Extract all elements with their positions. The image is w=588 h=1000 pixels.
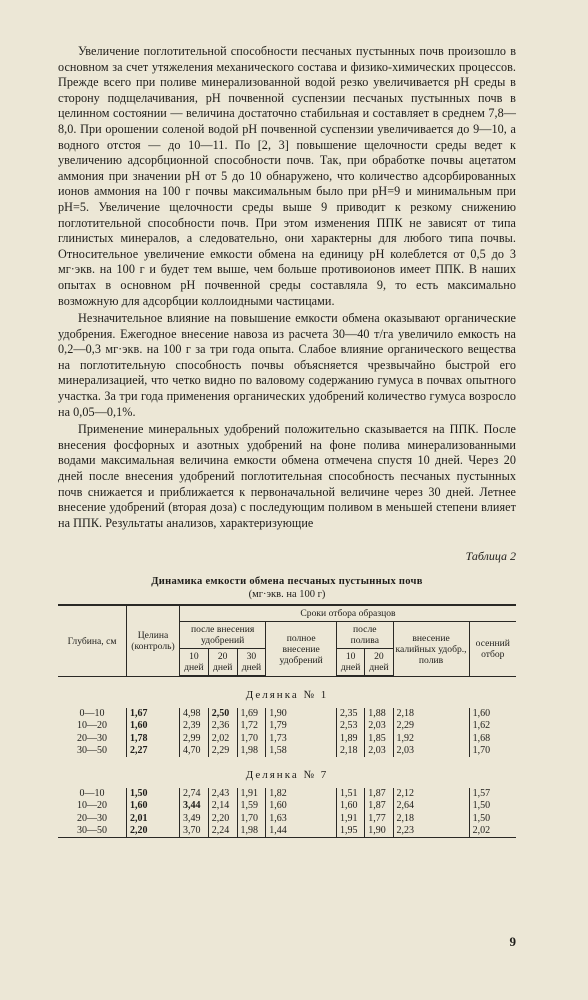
cell-value: 1,62 [469, 720, 516, 732]
cell-depth: 30—50 [58, 745, 127, 757]
header-i10: 10 дней [337, 649, 365, 677]
cell-depth: 0—10 [58, 708, 127, 720]
cell-depth: 30—50 [58, 825, 127, 838]
cell-value: 4,98 [180, 708, 209, 720]
table-row [58, 813, 516, 825]
cell-depth: 20—30 [58, 813, 127, 825]
cell-value: 1,90 [365, 825, 393, 838]
cell-value: 1,63 [266, 813, 337, 825]
cell-value: 1,87 [365, 800, 393, 812]
cell-value: 1,60 [127, 720, 180, 732]
cell-value: 2,99 [180, 733, 209, 745]
cell-value: 1,85 [365, 733, 393, 745]
cell-value: 1,70 [237, 733, 266, 745]
cell-value: 2,12 [393, 788, 469, 800]
cell-value: 1,51 [337, 788, 365, 800]
cell-value: 1,88 [365, 708, 393, 720]
table-row [58, 708, 516, 720]
cell-value: 2,74 [180, 788, 209, 800]
table-row [58, 800, 516, 812]
cell-value: 2,23 [393, 825, 469, 838]
paragraph-1: Увеличение поглотительной способности песчаных пустынных почв произошло в основном за счет утяжеления механического состава и физико-химических процессов. Прежде всего при поливе минерализованной водой резко увеличивается pH среды в сторону подщелачивания, pH почвенной суспензии песчаных пустынных почв в целинном состоянии — величина достаточно стабильная и составляет в среднем 7,8—8,0. При орошении соленой водой pH почвенной суспензии увеличивается до 9—10, а водного отстоя — до 10—11. По [2, 3] повышение щелочности среды ведет к увеличению адсорбционной способности почв. Так, при обработке почвы ацетатом аммония при значении pH от 5 до 10 обнаружено, что количество адсорбированных ионов аммония на 100 г почвы максимальным было при pH=9 и минимальным при pH=5. Увеличение щелочности среды выше 9 приводит к резкому снижению поглотительной способности почв. При этом изменения ППК не зависят от типа глинистых минералов, а следовательно, они характерны для любого типа почвы. Относительное увеличение емкости обмена на единицу pH колеблется от 0,5 до 3 мг·экв. на 100 г и будет тем выше, чем больше противоионов имеет ППК. В наших опытах в основном pH почвенной среды составляла 9, то есть максимально возможную для адсорбции коллоидными частицами. [58, 44, 516, 308]
cell-value: 1,87 [365, 788, 393, 800]
cell-value: 1,59 [237, 800, 266, 812]
header-i20: 20 дней [365, 649, 393, 677]
cell-value: 1,50 [469, 800, 516, 812]
cell-value: 2,18 [393, 708, 469, 720]
cell-value: 4,70 [180, 745, 209, 757]
table-row [58, 788, 516, 800]
cell-value: 2,02 [208, 733, 237, 745]
cell-value: 1,60 [337, 800, 365, 812]
cell-value: 1,92 [393, 733, 469, 745]
cell-value: 2,20 [208, 813, 237, 825]
cell-value: 1,70 [469, 745, 516, 757]
header-sampling: Сроки отбора образцов [180, 605, 517, 622]
cell-value: 1,50 [127, 788, 180, 800]
cell-value: 1,72 [237, 720, 266, 732]
cell-value: 2,29 [393, 720, 469, 732]
cell-value: 1,77 [365, 813, 393, 825]
cell-value: 2,03 [393, 745, 469, 757]
cell-value: 1,67 [127, 708, 180, 720]
table-subtitle: (мг·экв. на 100 г) [248, 589, 326, 601]
table-row [58, 733, 516, 745]
cell-value: 2,64 [393, 800, 469, 812]
cell-value: 2,43 [208, 788, 237, 800]
header-virgin: Целина (контроль) [127, 605, 180, 676]
cell-value: 2,36 [208, 720, 237, 732]
cell-depth: 0—10 [58, 788, 127, 800]
cell-value: 2,29 [208, 745, 237, 757]
section-label: Делянка № 7 [245, 769, 329, 782]
cell-value: 2,24 [208, 825, 237, 838]
header-d30: 30 дней [237, 649, 266, 677]
cell-value: 1,60 [469, 708, 516, 720]
cell-value: 2,03 [365, 720, 393, 732]
header-autumn: осенний отбор [469, 622, 516, 677]
header-full: полное внесение удобрений [266, 622, 337, 677]
table-row [58, 745, 516, 757]
exchange-capacity-table [58, 604, 516, 838]
cell-value: 2,53 [337, 720, 365, 732]
cell-value: 3,70 [180, 825, 209, 838]
header-depth: Глубина, см [58, 605, 127, 676]
cell-value: 1,91 [237, 788, 266, 800]
cell-value: 2,39 [180, 720, 209, 732]
cell-value: 1,73 [266, 733, 337, 745]
section-label: Делянка № 1 [245, 689, 329, 702]
paragraph-3: Применение минеральных удобрений положительно сказывается на ППК. После внесения фосфорных и азотных удобрений на фоне полива минерализованными водами максимальная величина емкости обмена отмечена спустя 10 дней. Через 20 дней после внесения удобрений поглотительная способность песчаных пустынных почв снижается и приближается к первоначальной величине через 30 дней. Летнее внесение удобрений (вторая доза) с последующим поливом в меньшей степени влияет на ППК. Результаты анализов, характеризующие [58, 422, 516, 530]
cell-value: 2,18 [337, 745, 365, 757]
table-label: Таблица 2 [465, 549, 516, 564]
cell-value: 1,91 [337, 813, 365, 825]
cell-value: 2,50 [208, 708, 237, 720]
cell-value: 1,44 [266, 825, 337, 838]
cell-value: 1,78 [127, 733, 180, 745]
cell-value: 2,01 [127, 813, 180, 825]
cell-value: 2,18 [393, 813, 469, 825]
cell-value: 1,50 [469, 813, 516, 825]
cell-value: 2,35 [337, 708, 365, 720]
cell-value: 2,02 [469, 825, 516, 838]
cell-depth: 10—20 [58, 720, 127, 732]
cell-value: 1,82 [266, 788, 337, 800]
cell-value: 1,58 [266, 745, 337, 757]
cell-value: 1,57 [469, 788, 516, 800]
cell-value: 1,60 [127, 800, 180, 812]
header-d10: 10 дней [180, 649, 209, 677]
header-potash: внесение калийных удобр., полив [393, 622, 469, 677]
cell-value: 2,20 [127, 825, 180, 838]
page-number: 9 [509, 934, 516, 949]
cell-depth: 20—30 [58, 733, 127, 745]
cell-value: 1,90 [266, 708, 337, 720]
cell-value: 1,69 [237, 708, 266, 720]
cell-value: 1,60 [266, 800, 337, 812]
cell-value: 3,49 [180, 813, 209, 825]
cell-value: 2,03 [365, 745, 393, 757]
header-d20: 20 дней [208, 649, 237, 677]
cell-value: 1,95 [337, 825, 365, 838]
paragraph-2: Незначительное влияние на повышение емкости обмена оказывают органические удобрения. Ежегодное внесение навоза из расчета 30—40 т/га увеличило емкость на 0,2—0,3 мг·экв. на 100 г за три года опыта. Слабое влияние органического вещества на поглотительную способность почвы объясняется чрезвычайно быстрой его минерализацией, что четко видно по валовому содержанию гумуса в почвах опытного участка. За три года применения органических удобрений количество гумуса возросло на 0,05—0,1%. [58, 311, 516, 419]
cell-value: 1,98 [237, 825, 266, 838]
cell-value: 1,98 [237, 745, 266, 757]
table-row [58, 825, 516, 838]
cell-value: 1,89 [337, 733, 365, 745]
table-row [58, 720, 516, 732]
cell-value: 3,44 [180, 800, 209, 812]
table-title: Динамика емкости обмена песчаных пустынных почв [151, 576, 423, 588]
cell-depth: 10—20 [58, 800, 127, 812]
cell-value: 1,79 [266, 720, 337, 732]
cell-value: 2,27 [127, 745, 180, 757]
header-after-irrig: после полива [337, 622, 394, 649]
cell-value: 1,70 [237, 813, 266, 825]
cell-value: 2,14 [208, 800, 237, 812]
header-after-fert: после внесения удобрений [180, 622, 266, 649]
cell-value: 1,68 [469, 733, 516, 745]
